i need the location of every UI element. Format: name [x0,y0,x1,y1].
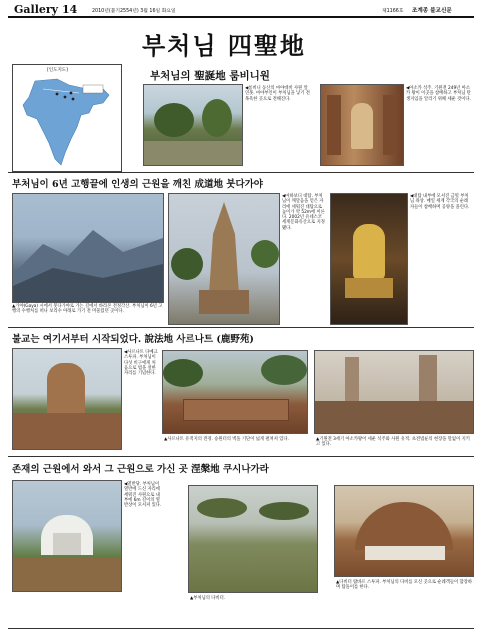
section-heading-lumbini: 부처님의 聖誕地 룸비니원 [150,70,270,82]
footer-rule [8,628,474,629]
photo-sarnath-ruins [162,350,308,434]
caption-sarnath-ruins: ▲사르나트 유적지의 전경. 승원터의 벽돌 기단이 넓게 펼쳐져 있다. [164,437,289,442]
india-map [12,64,122,172]
newspaper-name: 조계종 불교신문 [412,8,452,14]
photo-ramabhar-stupa [334,485,474,577]
divider-3 [8,456,474,457]
divider-2 [8,327,474,328]
photo-ashoka-ruins [314,350,474,434]
caption-cremation-site: ▲부처님의 다비터. [190,596,226,601]
caption-ashoka-ruins: ▲기원전 3세기 아소카왕이 세운 석주와 사원 유적. 초전법륜의 현장을 말없이 지키고 있다. [316,437,470,448]
divider-1 [8,172,474,173]
map-label: [인도지도] [47,68,68,73]
photo-mahabodhi-temple [168,193,280,325]
section-heading-bodhgaya: 부처님이 6년 고행끝에 인생의 근원을 깨친 成道地 붓다가야 [12,179,263,190]
caption-golden-buddha: ◀대탑 내부에 모셔진 금빛 부처님 좌상. 매일 세계 각국의 순례자들이 참배하며 공양을 올린다. [410,194,470,210]
caption-ashoka-pillar: ◀아소카 석주. 기원전 249년 아소카 왕이 이곳을 참배하고 부처님 탄생지임을 알리기 위해 세운 것이다. [406,86,471,102]
photo-golden-buddha [330,193,408,325]
caption-ramabhar-stupa: ▲다비터 람바르 스투파. 부처님의 다비를 모신 곳으로 순례객들이 합장하며 탑돌이를 한다. [336,580,472,591]
caption-lumbini-pond: ◀룸비니 동산의 마야데비 사원 앞 연못. 마야부인이 부처님을 낳기 전 목욕한 곳으로 전해진다. [245,86,310,102]
page-title: 부처님 四聖地 [142,31,306,60]
caption-pragbodhi: ▲가야(Gaya) 시에서 붓다가야로 가는 길에서 바라본 전정각산. 부처님이 6년 고행의 수행처를 떠나 보리수 아래로 가기 전 머물렀던 곳이다. [12,304,163,315]
site-marker [56,93,59,96]
photo-dhamekh-stupa [12,348,122,450]
photo-lumbini-pond [143,84,243,166]
date-line: 2010년(불기2554년) 3월 16일 화요일 [92,9,176,14]
header-rule [8,16,474,18]
section-label: Gallery [14,3,59,16]
page-number: 14 [62,3,78,16]
photo-cremation-site [188,485,318,593]
section-heading-sarnath: 불교는 여기서부터 시작되었다. 說法地 사르나트 (鹿野苑) [12,334,254,345]
photo-pragbodhi-mountain [12,193,164,303]
photo-lumbini-shrine [320,84,404,166]
caption-dhamekh: ◀사르나트 다메크 스투파. 부처님이 다섯 비구에게 처음으로 법을 설한 자리를 기념한다. [124,350,158,377]
caption-nirvana-temple: ◀열반당. 부처님이 열반에 드신 자리에 세워진 사원으로 내부에 6m 길이의 열반상이 모셔져 있다. [124,482,162,509]
caption-mahabodhi: ◀마하보디 대탑. 부처님이 깨달음을 얻은 자리에 세워진 대탑으로 높이가 약 52m에 이른다. 2002년 유네스코 세계문화유산으로 지정됐다. [282,194,325,231]
issue-number: 제1166호 [382,9,404,14]
india-map-graphic [13,75,119,171]
photo-nirvana-temple [12,480,122,592]
section-heading-kushinagar: 존재의 근원에서 와서 그 근원으로 가신 곳 涅槃地 쿠시나가라 [12,464,269,475]
